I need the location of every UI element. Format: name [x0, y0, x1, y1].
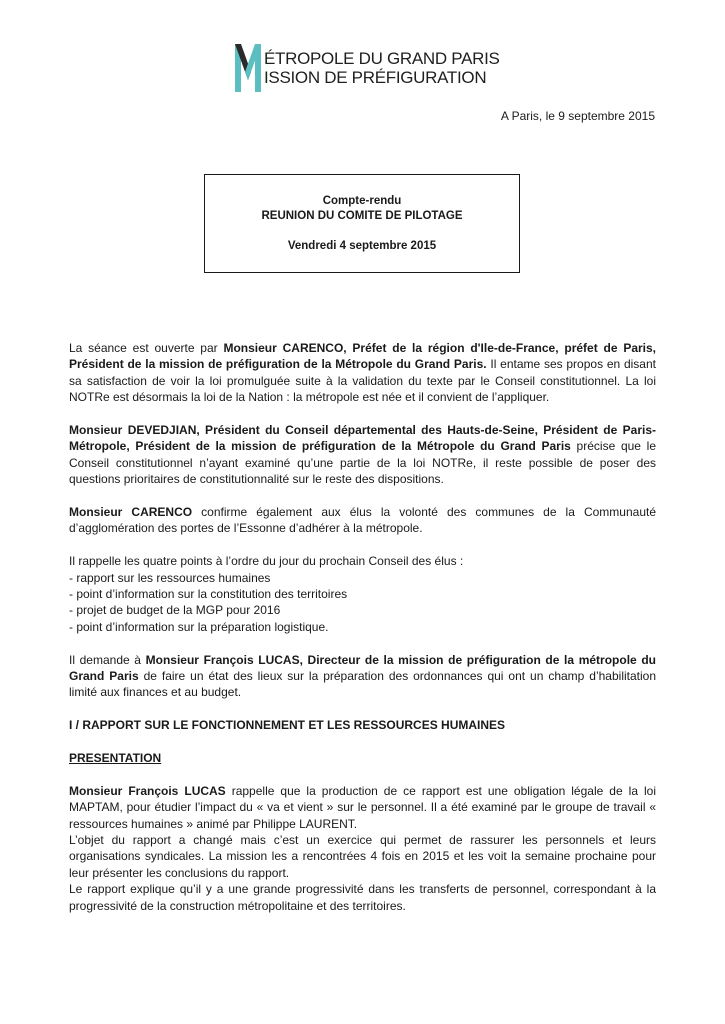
title-line-2: REUNION DU COMITE DE PILOTAGE — [261, 210, 463, 222]
text: de faire un état des lieux sur la préparation des ordonnances qui ont un champ d’habilitation limité aux finances et au budget. — [69, 669, 657, 700]
agenda-intro: Il rappelle les quatre points à l’ordre du jour du prochain Conseil des élus : — [69, 554, 464, 569]
title-box — [204, 174, 520, 273]
paragraph-presentation — [69, 783, 656, 914]
text: précise que le Conseil constitutionnel n’ayant examiné qu’une partie de la loi NOTRe, il reste possible de poser des questions prioritaires de constitutionnalité sur le reste des dispositions. — [69, 439, 657, 487]
title-line-3: Vendredi 4 septembre 2015 — [287, 240, 437, 252]
logo-line-1: ÉTROPOLE DU GRAND PARIS — [264, 49, 500, 68]
bold-text: Monsieur CARENCO, Préfet de la région d'Ile-de-France, préfet de Paris, Président de la mission de préfiguration de la Métropole du Grand Paris. — [69, 341, 657, 372]
logo-line-2: ISSION DE PRÉFIGURATION — [264, 68, 487, 87]
sub-heading: PRESENTATION — [69, 751, 162, 766]
bold-text: Monsieur François LUCAS, Directeur de la mission de préfiguration de la métropole du Grand Paris — [69, 652, 656, 684]
paragraph-carenco — [69, 504, 656, 537]
text: La séance est ouverte par — [69, 341, 224, 355]
bold-text: Monsieur François LUCAS — [69, 783, 226, 798]
presentation-line-2: L’objet du rapport a changé mais c’est un exercice qui permet de rassurer les personnels et leurs organisations syndicales. La mission les a rencontrées 4 fois en 2015 et les voit la semaine prochaine pour leur présenter les conclusions du rapport. — [69, 833, 656, 880]
paragraph-devedjian — [69, 422, 656, 488]
section-heading: I / RAPPORT SUR LE FONCTIONNEMENT ET LES RESSOURCES HUMAINES — [69, 718, 506, 733]
logo — [233, 40, 500, 96]
document-body — [69, 340, 656, 914]
paragraph-opening — [69, 340, 656, 406]
agenda-list — [69, 553, 656, 635]
presentation-line-3: Le rapport explique qu’il y a une grande progressivité dans les transferts de personnel, correspondant à la progressivité de la construction métropolitaine et des territoires. — [69, 882, 656, 913]
text: Il demande à — [69, 652, 146, 667]
document-date: A Paris, le 9 septembre 2015 — [500, 109, 655, 123]
bold-text: Monsieur CARENCO — [69, 505, 193, 520]
logo-m-icon — [233, 42, 263, 94]
list-item: - rapport sur les ressources humaines — [69, 570, 271, 585]
text: confirme également aux élus la volonté des communes de la Communauté d’agglomération des portes de l’Essonne d’adhérer à la métropole. — [69, 505, 656, 536]
paragraph-lucas-request — [69, 652, 656, 701]
text: rappelle que la production de ce rapport est une obligation légale de la loi MAPTAM, pour étudier l’impact du « va et vient » sur le personnel. Il a été examiné par le groupe de travail « ressources humaines » animé par Philippe LAURENT. — [69, 783, 656, 831]
title-line-1: Compte-rendu — [322, 195, 402, 207]
list-item: - projet de budget de la MGP pour 2016 — [69, 603, 281, 618]
presentation-line-1 — [69, 783, 656, 832]
list-item: - point d’information sur la constitution des territoires — [69, 587, 348, 602]
text: Il entame ses propos en disant sa satisfaction de voir la loi promulguée suite à la validation du texte par le Conseil constitutionnel. La loi NOTRe est désormais la loi de la Nation : la métropole est née et il convient de l’appliquer. — [69, 357, 656, 405]
bold-text: Monsieur DEVEDJIAN, Président du Conseil départemental des Hauts-de-Seine, Président de Paris-Métropole, Président de la mission de préfiguration de la Métropole du Grand Paris — [69, 423, 656, 454]
list-item: - point d’information sur la préparation logistique. — [69, 619, 329, 634]
